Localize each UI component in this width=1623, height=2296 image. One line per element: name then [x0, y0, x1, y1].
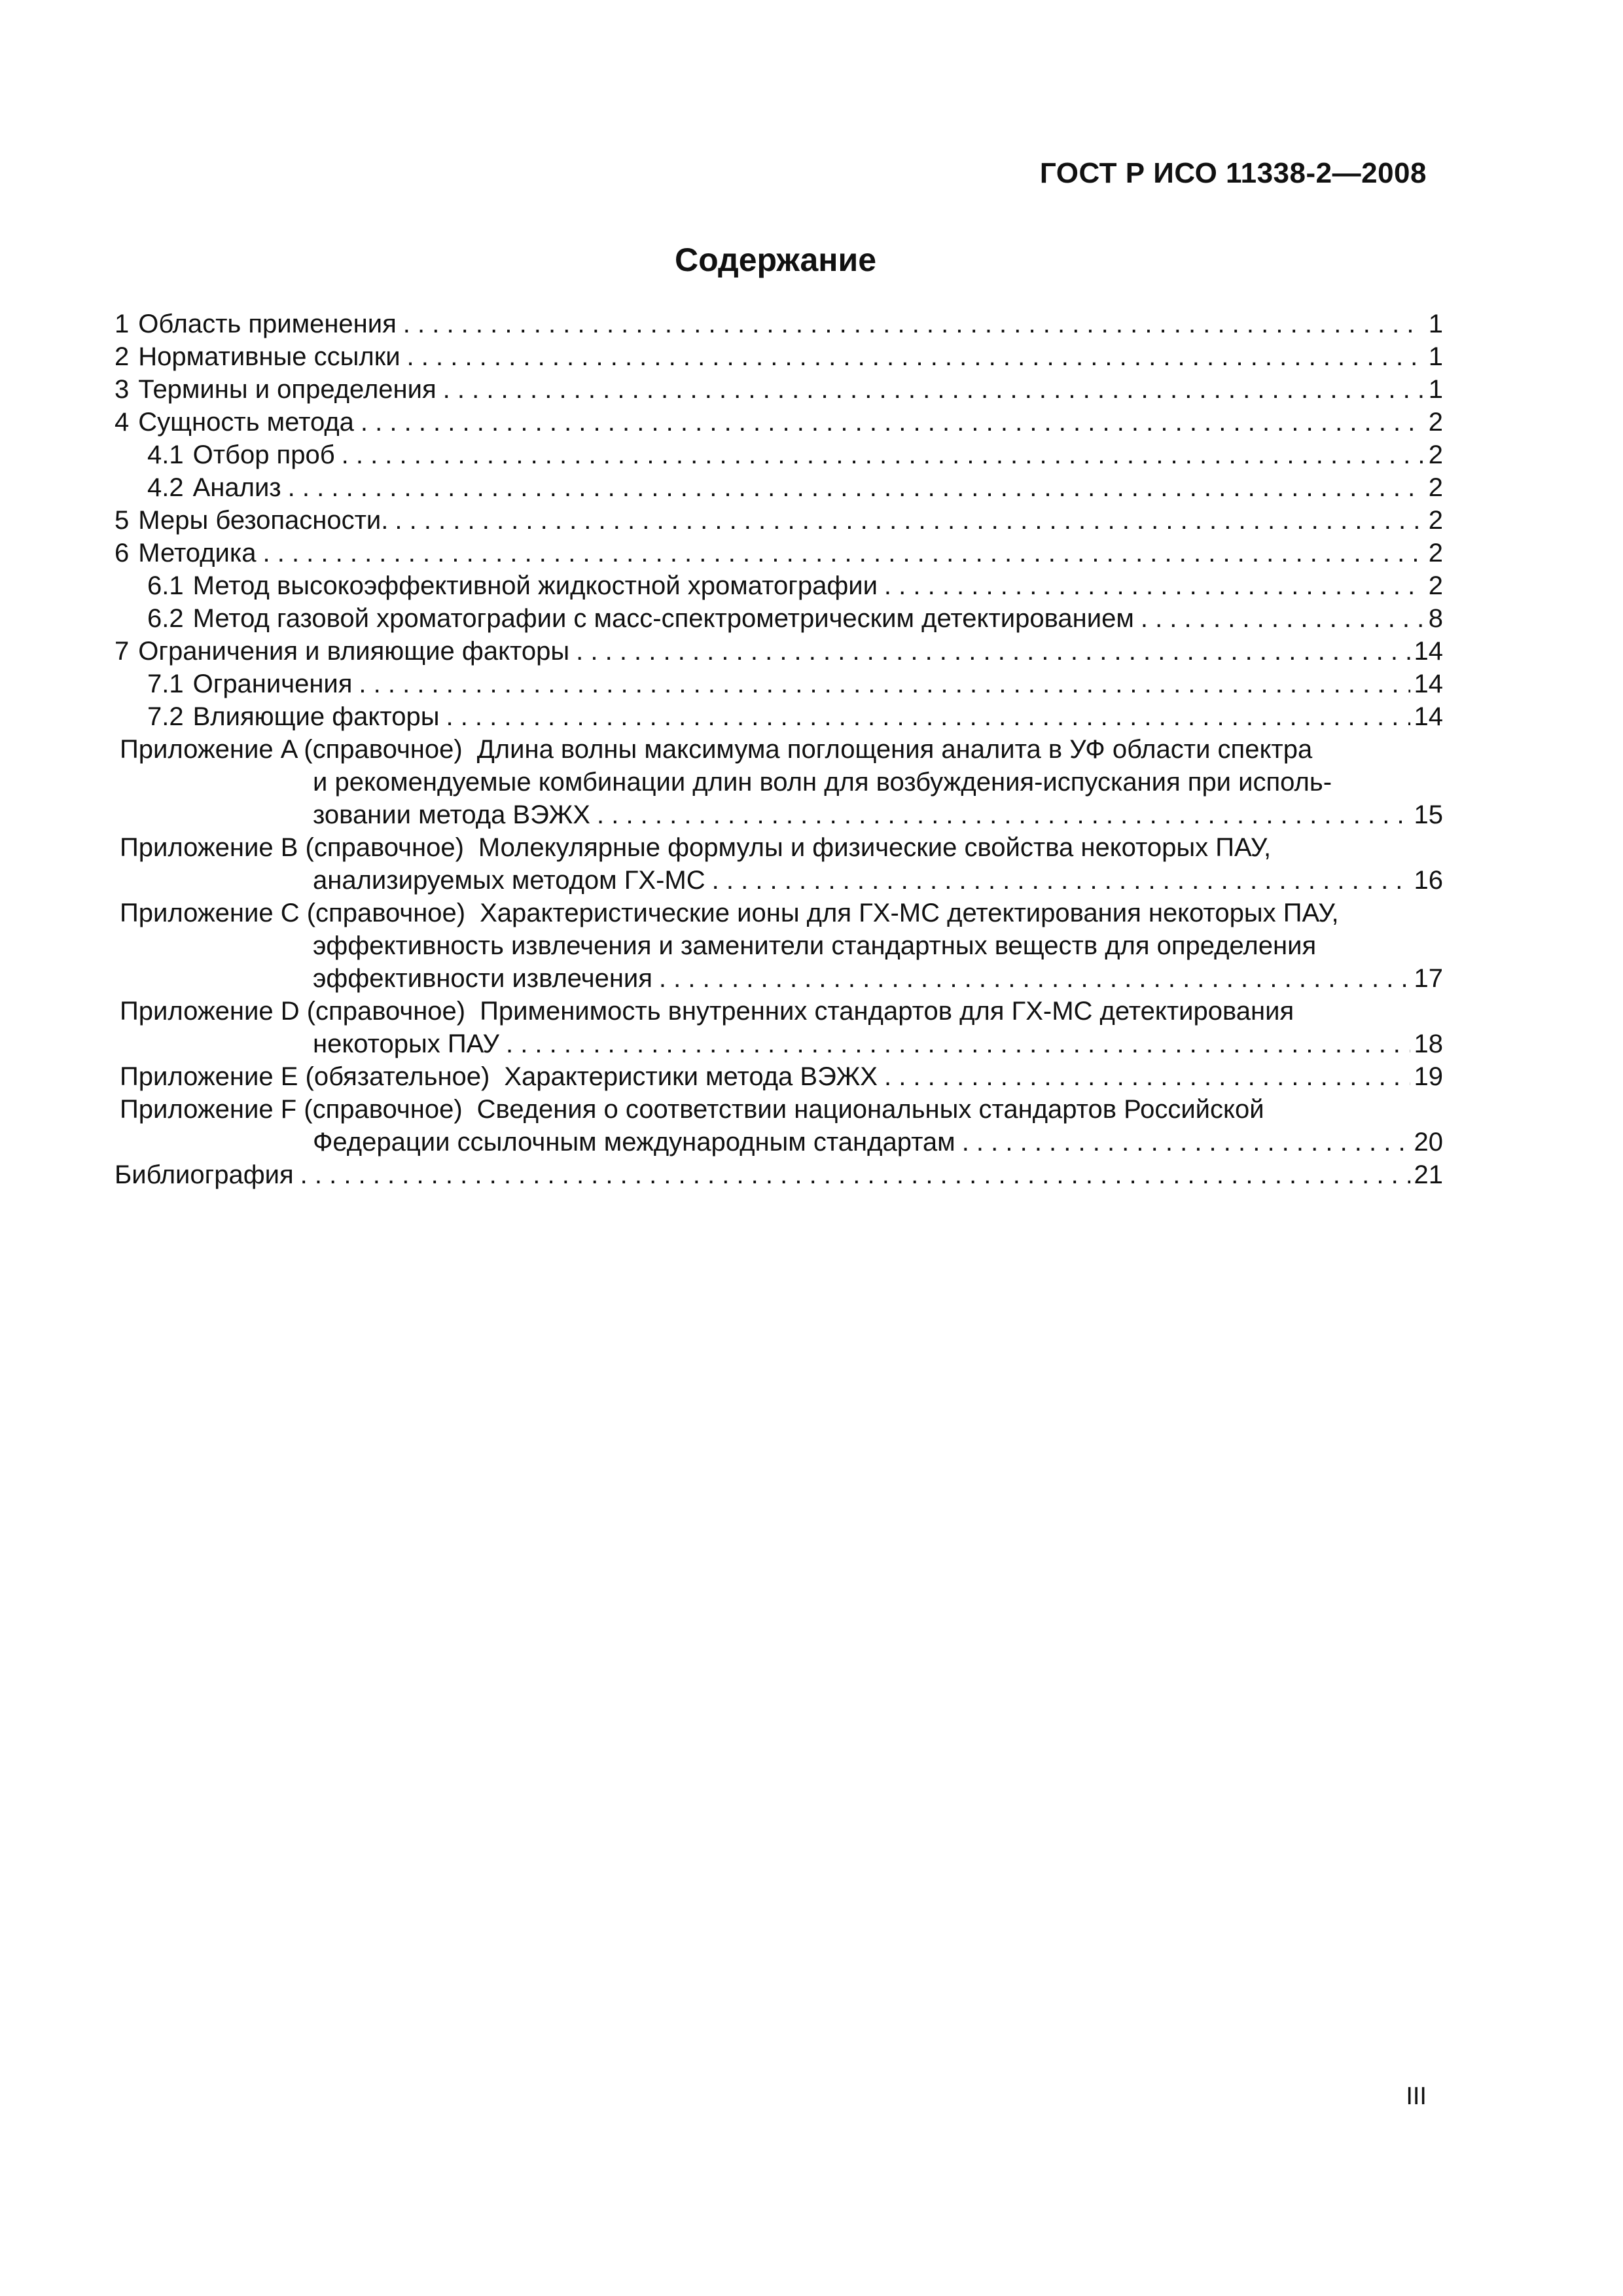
- toc-entry-label: Анализ: [192, 473, 281, 502]
- toc-entry-number: 6.1: [147, 571, 184, 600]
- toc-entry-number: 2: [115, 342, 130, 371]
- toc-entry-page: 20: [1414, 1128, 1443, 1157]
- appendix-line: [115, 929, 1443, 962]
- toc-entry[interactable]: [115, 406, 1443, 439]
- toc-entry-page: 18: [1414, 1030, 1443, 1058]
- toc-entry-number: 6.2: [147, 604, 184, 633]
- appendix-entry[interactable]: [115, 831, 1443, 897]
- dot-leader: [342, 439, 1423, 471]
- appendix-title-line: Применимость внутренних стандартов для ГХ-МС детектирования: [480, 997, 1294, 1026]
- toc-entry-label: Термины и определения: [138, 375, 437, 404]
- toc-entry-page: 19: [1414, 1062, 1443, 1091]
- toc-entry-label: Влияющие факторы: [192, 702, 440, 731]
- toc-entry[interactable]: [115, 471, 1443, 504]
- toc-entry-label: Отбор проб: [192, 440, 335, 469]
- dot-leader: [446, 700, 1410, 733]
- appendix-title-line: зовании метода ВЭЖХ: [313, 800, 590, 829]
- appendix-entry[interactable]: [115, 1060, 1443, 1093]
- toc-entry-label: Методика: [138, 539, 257, 567]
- appendix-prefix: Приложение F (справочное): [120, 1095, 463, 1124]
- appendix-line: [115, 995, 1443, 1028]
- appendix-entry[interactable]: [115, 995, 1443, 1060]
- toc-entry-label: Сущность метода: [138, 408, 354, 437]
- appendix-prefix: Приложение A (справочное): [120, 735, 463, 764]
- dot-leader: [403, 308, 1423, 340]
- toc-entry-label: Область применения: [138, 310, 397, 338]
- toc-entry-page: 2: [1428, 506, 1443, 535]
- toc-entry-number: 6: [115, 539, 130, 567]
- dot-leader: [443, 373, 1423, 406]
- page-number: III: [1406, 2083, 1427, 2110]
- dot-leader: [359, 668, 1410, 700]
- appendix-title-line: Длина волны максимума поглощения аналита в УФ области спектра: [476, 735, 1313, 764]
- toc-entry[interactable]: [115, 700, 1443, 733]
- toc-entry-page: 1: [1428, 342, 1443, 371]
- appendix-line: [115, 1126, 1443, 1158]
- toc-entry-number: 4: [115, 408, 130, 437]
- toc-entry-page: 14: [1414, 637, 1443, 666]
- dot-leader: [1141, 602, 1423, 635]
- toc-entry-label: Библиография: [115, 1160, 294, 1189]
- toc-entry-page: 2: [1428, 571, 1443, 600]
- toc-entry-page: 2: [1428, 408, 1443, 437]
- toc-entry-page: 21: [1414, 1160, 1443, 1189]
- toc-entry-label: Нормативные ссылки: [138, 342, 401, 371]
- toc-entry-page: 17: [1414, 964, 1443, 993]
- appendix-line: [115, 798, 1443, 831]
- toc-entry[interactable]: [115, 308, 1443, 340]
- toc-entry[interactable]: [115, 439, 1443, 471]
- toc-entry-page: 1: [1428, 310, 1443, 338]
- appendix-line: [115, 1028, 1443, 1060]
- appendix-entry[interactable]: [115, 897, 1443, 995]
- appendix-title-line: Характеристики метода ВЭЖХ: [504, 1062, 878, 1091]
- toc-entry-page: 1: [1428, 375, 1443, 404]
- appendix-line: [115, 962, 1443, 995]
- appendix-title-line: Молекулярные формулы и физические свойства некоторых ПАУ,: [478, 833, 1272, 862]
- dot-leader: [712, 864, 1410, 897]
- dot-leader: [962, 1126, 1410, 1158]
- toc-entry-page: 2: [1428, 473, 1443, 502]
- appendix-line: [115, 733, 1443, 766]
- toc-entry-label: Метод высокоэффективной жидкостной хроматографии: [192, 571, 878, 600]
- toc-entry-number: 7: [115, 637, 130, 666]
- toc-entry-label: Ограничения: [192, 670, 353, 698]
- dot-leader: [597, 798, 1410, 831]
- dot-leader: [576, 635, 1410, 668]
- dot-leader: [395, 504, 1423, 537]
- dot-leader: [884, 1060, 1410, 1093]
- appendix-prefix: Приложение E (обязательное): [120, 1062, 490, 1091]
- appendix-line: [115, 1093, 1443, 1126]
- appendix-title-line: эффективности извлечения: [313, 964, 652, 993]
- appendix-line: [115, 766, 1443, 798]
- toc-entry[interactable]: [115, 373, 1443, 406]
- dot-leader: [262, 537, 1423, 569]
- toc-entry-number: 1: [115, 310, 130, 338]
- appendix-title-line: эффективность извлечения и заменители стандартных веществ для определения: [313, 931, 1317, 960]
- toc-entry-page: 14: [1414, 702, 1443, 731]
- toc-entry[interactable]: [115, 602, 1443, 635]
- dot-leader: [506, 1028, 1410, 1060]
- toc-entry[interactable]: [115, 504, 1443, 537]
- toc-entry[interactable]: [115, 635, 1443, 668]
- appendix-title-line: анализируемых методом ГХ-МС: [313, 866, 705, 895]
- dot-leader: [407, 340, 1423, 373]
- appendix-title-line: некоторых ПАУ: [313, 1030, 499, 1058]
- document-code: ГОСТ Р ИСО 11338-2—2008: [1039, 157, 1427, 189]
- toc-entry[interactable]: [115, 340, 1443, 373]
- table-of-contents: [115, 308, 1443, 1191]
- bibliography-entry[interactable]: [115, 1158, 1443, 1191]
- toc-entry-number: 4.1: [147, 440, 184, 469]
- toc-title: Содержание: [674, 242, 877, 278]
- toc-entry[interactable]: [115, 537, 1443, 569]
- appendix-line: [115, 1060, 1443, 1093]
- appendix-title-line: Характеристические ионы для ГХ-МС детектирования некоторых ПАУ,: [480, 899, 1339, 927]
- toc-entry-number: 7.2: [147, 702, 184, 731]
- dot-leader: [884, 569, 1423, 602]
- appendix-prefix: Приложение B (справочное): [120, 833, 464, 862]
- appendix-entry[interactable]: [115, 1093, 1443, 1158]
- appendix-entry[interactable]: [115, 733, 1443, 831]
- toc-entry[interactable]: [115, 569, 1443, 602]
- appendix-line: [115, 864, 1443, 897]
- toc-entry-label: Метод газовой хроматографии с масс-спектрометрическим детектированием: [192, 604, 1134, 633]
- dot-leader: [288, 471, 1423, 504]
- toc-entry-number: 5: [115, 506, 130, 535]
- appendix-title-line: Сведения о соответствии национальных стандартов Российской: [476, 1095, 1264, 1124]
- appendix-title-line: и рекомендуемые комбинации длин волн для возбуждения-испускания при исполь-: [313, 768, 1332, 797]
- appendix-line: [115, 831, 1443, 864]
- appendix-prefix: Приложение C (справочное): [120, 899, 466, 927]
- toc-entry-page: 15: [1414, 800, 1443, 829]
- toc-entry-label: Меры безопасности.: [138, 506, 389, 535]
- toc-entry-page: 8: [1428, 604, 1443, 633]
- toc-entry[interactable]: [115, 668, 1443, 700]
- appendix-title-line: Федерации ссылочным международным стандартам: [313, 1128, 955, 1157]
- toc-entry-page: 16: [1414, 866, 1443, 895]
- dot-leader: [361, 406, 1423, 439]
- appendix-line: [115, 897, 1443, 929]
- toc-entry-label: Ограничения и влияющие факторы: [138, 637, 570, 666]
- toc-entry-page: 2: [1428, 440, 1443, 469]
- toc-entry-page: 14: [1414, 670, 1443, 698]
- toc-entry-number: 7.1: [147, 670, 184, 698]
- toc-entry-page: 2: [1428, 539, 1443, 567]
- dot-leader: [300, 1158, 1410, 1191]
- toc-entry-number: 4.2: [147, 473, 184, 502]
- appendix-prefix: Приложение D (справочное): [120, 997, 466, 1026]
- dot-leader: [659, 962, 1410, 995]
- toc-entry-number: 3: [115, 375, 130, 404]
